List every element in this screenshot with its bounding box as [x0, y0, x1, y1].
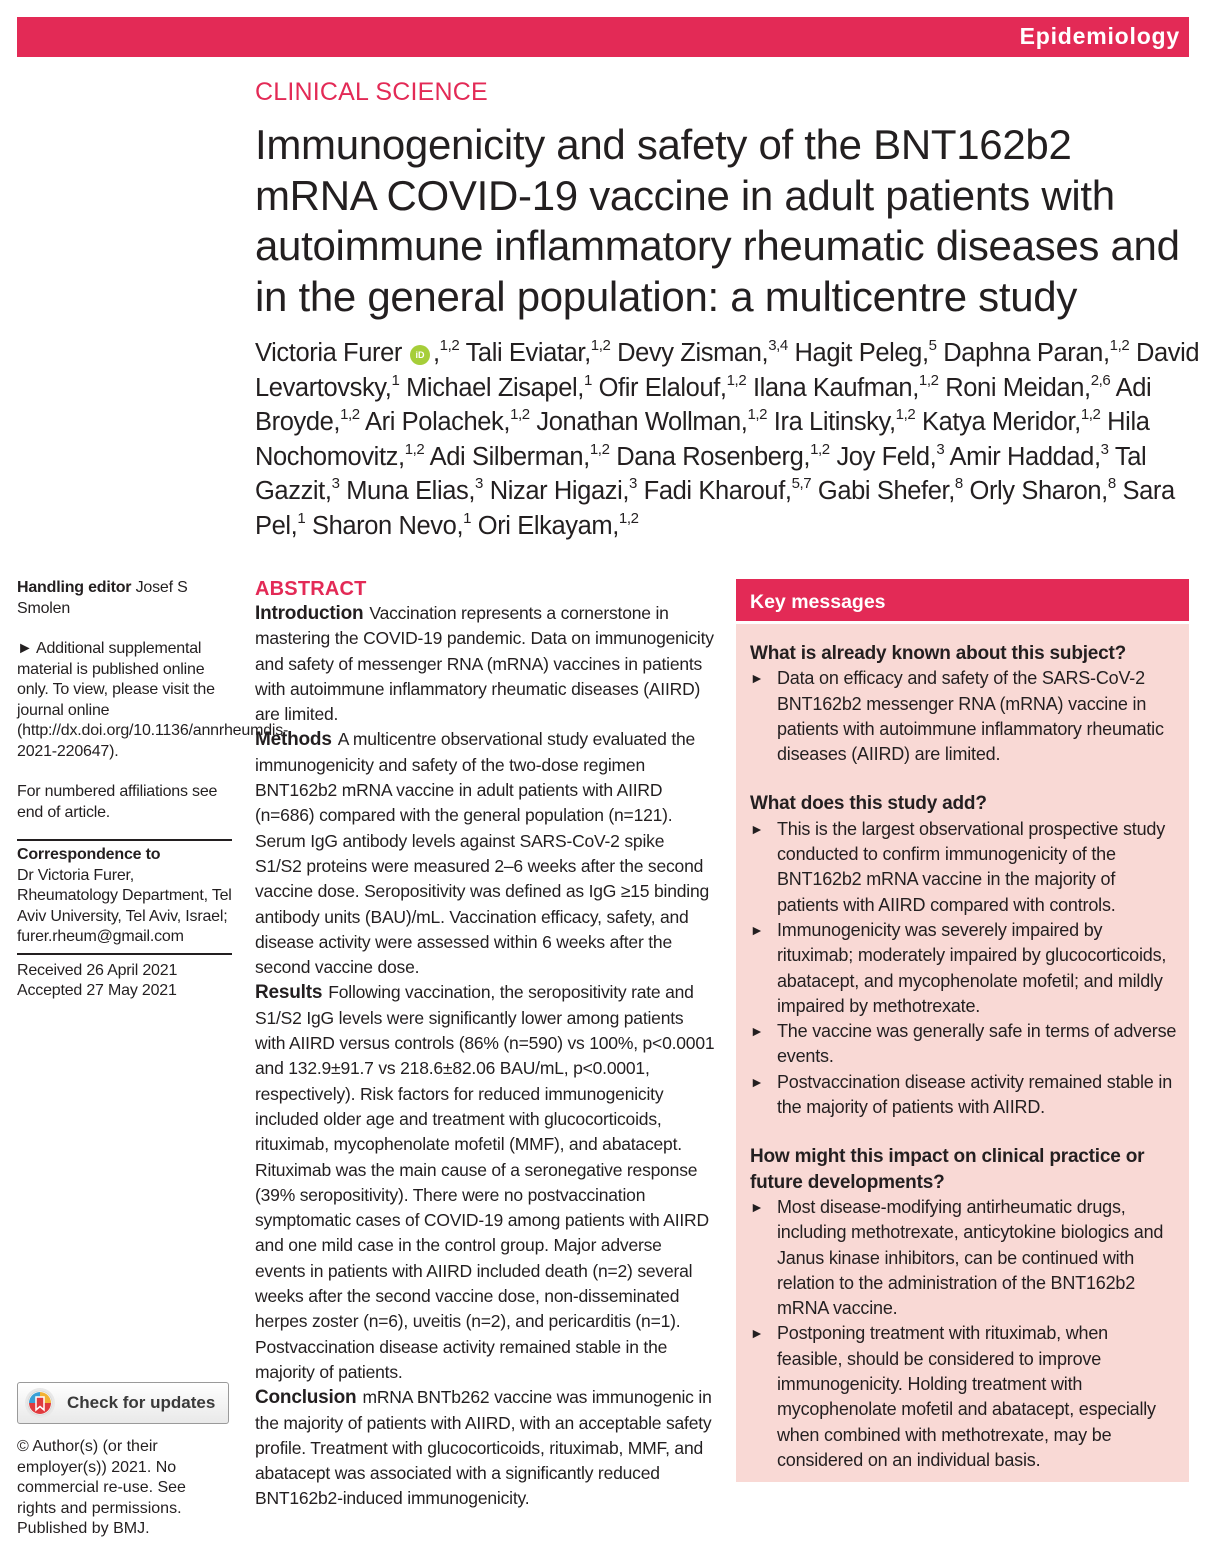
affiliations-note: For numbered affiliations see end of article.: [17, 783, 218, 821]
author-affiliation: 1,2: [618, 509, 639, 527]
author: Adi Broyde,$^{1,2}$: [255, 373, 1152, 436]
author: Ari Polachek,$^{1,2}$: [365, 406, 530, 436]
author: Sara Pel,$^1$: [255, 477, 1175, 540]
author: Sharon Nevo,$^1$: [311, 509, 472, 540]
author: Adi Silberman,$^{1,2}$: [429, 440, 610, 471]
author: Nizar Higazi,$^3$: [489, 475, 637, 505]
author-affiliation: 8: [1107, 475, 1116, 492]
journal-section-banner: [17, 17, 1189, 57]
author: Devy Zisman,$^{3,4}$: [617, 337, 788, 367]
abstract-section: [255, 1385, 715, 1511]
author: Victoria Furer iD ,$^{1,2}$: [255, 337, 460, 367]
author-name: Nizar Higazi: [489, 477, 623, 505]
received-date: Received 26 April 2021: [17, 961, 178, 979]
author-affiliation: 5,7: [791, 475, 812, 492]
author: Tali Eviatar,$^{1,2}$: [465, 337, 611, 367]
author-name: Devy Zisman: [617, 339, 762, 367]
author-affiliation: 1,2: [918, 371, 939, 389]
abstract-section-text: mRNA BNTb262 vaccine was immunogenic in the majority of patients with AIIRD, with an acceptable safety profile. Treatment with glucocorticoids, rituximab, MMF, and abatacept was associated with a significantly reduced BNT162b2-induced immunogenicity.: [255, 1387, 712, 1509]
author: Hagit Peleg,$^5$: [794, 337, 937, 367]
author: Muna Elias,$^3$: [346, 475, 483, 505]
key-messages-header: Key messages: [736, 579, 1189, 624]
author-affiliation: 8: [954, 475, 963, 492]
author-affiliation: 5: [928, 337, 937, 354]
author-name: Jonathan Wollman: [536, 408, 741, 436]
author-affiliation: 3: [331, 475, 340, 492]
author: Roni Meidan,$^{2,6}$: [945, 371, 1111, 402]
author-name: Tal Gazzit: [255, 442, 1147, 505]
author: Ofir Elalouf,$^{1,2}$: [598, 371, 747, 402]
author-name: Muna Elias: [346, 477, 469, 505]
author: Daphna Paran,$^{1,2}$: [943, 337, 1130, 367]
author-name: Joy Feld: [836, 442, 930, 471]
author-affiliation: 3: [1100, 440, 1109, 458]
author-affiliation: 1,2: [404, 440, 425, 458]
abstract-section-text: A multicentre observational study evaluated the immunogenicity and safety of the two-dose regimen BNT162b2 mRNA vaccine in adult patients with AIIRD (n=686) compared with the general population (n=121). Serum IgG antibody levels against SARS-CoV-2 spike S1/S2 proteins were measured 2–6 weeks after the second vaccine dose. Seropositivity was defined as IgG ≥15 binding antibody units (BAU)/mL. Vaccination efficacy, safety, and disease activity were assessed within 6 weeks after the second vaccine dose.: [255, 729, 710, 978]
author-affiliation: 1,2: [439, 337, 460, 354]
correspondence-text: Dr Victoria Furer, Rheumatology Department, Tel Aviv University, Tel Aviv, Israel; furer.rheum@gmail.com: [17, 866, 232, 945]
author-name: Sara Pel: [255, 477, 1175, 540]
author-name: Hagit Peleg: [794, 339, 922, 367]
author-affiliation: 1,2: [747, 406, 768, 423]
article-title: Immunogenicity and safety of the BNT162b2 mRNA COVID-19 vaccine in adult patients with autoimmune inflammatory rheumatic diseases and in the general population: a multicentre study: [255, 121, 1180, 320]
author-affiliation: 1: [583, 371, 592, 389]
author: Ori Elkayam,$^{1,2}$: [477, 509, 639, 540]
author-affiliation: 3,4: [768, 337, 788, 354]
author-name: Victoria Furer: [255, 339, 402, 367]
key-question: How might this impact on clinical practice or future developments?: [750, 1146, 1145, 1193]
abstract-section: [255, 980, 715, 1385]
author: Jonathan Wollman,$^{1,2}$: [536, 406, 768, 436]
author-name: Sharon Nevo: [311, 511, 457, 540]
author: Michael Zisapel,$^1$: [406, 371, 592, 402]
key-bullet: ► Data on efficacy and safety of the SARS-CoV-2 BNT162b2 messenger RNA (mRNA) vaccine in patients with autoimmune inflammatory rheumatic diseases (AIIRD) are limited.: [750, 666, 1177, 767]
author-name: Adi Silberman: [429, 442, 584, 471]
abstract: [255, 577, 715, 1512]
abstract-section: [255, 601, 715, 727]
orcid-icon: iD: [410, 345, 430, 365]
author-affiliation: 1,2: [810, 440, 830, 458]
author-name: Dana Rosenberg: [616, 442, 804, 471]
author-list: [255, 336, 1200, 543]
author-name: Gabi Shefer: [817, 477, 949, 505]
correspondence-label: Correspondence to: [17, 846, 161, 863]
author-name: Adi Broyde: [255, 373, 1152, 436]
author-affiliation: 1: [297, 509, 306, 527]
author-name: Katya Meridor: [922, 408, 1075, 436]
author-name: Daphna Paran: [943, 339, 1103, 367]
crossmark-icon: [25, 1388, 55, 1418]
author-affiliation: 1,2: [589, 440, 610, 458]
author-affiliation: 1,2: [340, 406, 360, 423]
author-affiliation: 1: [391, 371, 400, 389]
author-affiliation: 1,2: [726, 371, 747, 389]
key-question: What does this study add?: [750, 793, 987, 815]
handling-editor-label: Handling editor: [17, 579, 132, 596]
author-name: Fadi Kharouf: [643, 477, 785, 505]
author-affiliation: 1,2: [895, 406, 916, 423]
key-bullet: ► This is the largest observational prospective study conducted to confirm immunogenicity of the BNT162b2 mRNA vaccine in the majority of patients with AIIRD compared with controls.: [750, 817, 1177, 918]
author: Fadi Kharouf,$^{5,7}$: [643, 475, 812, 505]
author-affiliation: 1,2: [590, 337, 611, 354]
author-name: Ilana Kaufman: [752, 373, 913, 402]
accepted-date: Accepted 27 May 2021: [17, 982, 177, 999]
abstract-section: [255, 727, 715, 980]
author: Tal Gazzit,$^3$: [255, 442, 1147, 505]
author-name: Ira Litinsky: [773, 408, 889, 436]
article-sidebar: [17, 578, 289, 1002]
copyright-notice: © Author(s) (or their employer(s)) 2021. No commercial re-use. See rights and permissions. Published by BMJ.: [17, 1438, 186, 1537]
author-name: Roni Meidan: [945, 373, 1084, 402]
author-affiliation: 1,2: [1109, 337, 1130, 354]
author-name: David Levartovsky: [255, 339, 1200, 402]
author-name: Ari Polachek: [365, 408, 504, 436]
author: Amir Haddad,$^3$: [949, 440, 1109, 471]
author-name: Tali Eviatar: [465, 339, 585, 367]
author: Orly Sharon,$^8$: [969, 475, 1116, 505]
author: Gabi Shefer,$^8$: [817, 475, 963, 505]
abstract-section-heading: Results: [255, 982, 323, 1004]
key-messages-body: [736, 624, 1189, 1473]
author-name: Michael Zisapel: [406, 373, 578, 402]
abstract-section-heading: Introduction: [255, 603, 364, 624]
author: Ira Litinsky,$^{1,2}$: [773, 406, 916, 436]
article-type-label: CLINICAL SCIENCE: [255, 78, 488, 106]
author: David Levartovsky,$^1$: [255, 339, 1200, 402]
check-for-updates-label: Check for updates: [67, 1393, 216, 1412]
key-bullet: ► Postvaccination disease activity remained stable in the majority of patients with AIIRD.: [750, 1070, 1177, 1121]
author-affiliation: 3: [475, 475, 483, 492]
author-affiliation: 3: [629, 475, 637, 492]
handling-editor-name: Josef S Smolen: [17, 579, 188, 617]
author: Dana Rosenberg,$^{1,2}$: [616, 440, 830, 471]
author-name: Ofir Elalouf: [598, 373, 720, 402]
author-affiliation: 1: [463, 509, 472, 527]
author: Ilana Kaufman,$^{1,2}$: [752, 371, 939, 402]
key-messages-box: [736, 579, 1189, 1482]
abstract-section-heading: Conclusion: [255, 1387, 357, 1409]
author: Joy Feld,$^3$: [836, 440, 945, 471]
key-bullet: ► The vaccine was generally safe in terms of adverse events.: [750, 1019, 1177, 1070]
author-name: Hila Nochomovitz: [255, 408, 1150, 471]
supplemental-note: ► Additional supplemental material is published online only. To view, please visit the journal online (http://dx.doi.org/10.1136/annrheumdis-2021-220647).: [17, 640, 289, 760]
handling-editor: [17, 578, 232, 619]
author-affiliation: 1,2: [510, 406, 530, 423]
abstract-heading: ABSTRACT: [255, 578, 367, 600]
author-affiliation: 2,6: [1090, 371, 1111, 389]
author-affiliation: 3: [936, 440, 945, 458]
check-for-updates-button[interactable]: [17, 1382, 229, 1424]
correspondence-block: [17, 839, 232, 955]
author-name: Orly Sharon: [969, 477, 1102, 505]
author: Katya Meridor,$^{1,2}$: [922, 406, 1101, 436]
journal-section-label: Epidemiology: [1019, 23, 1180, 49]
key-bullet: ► Postponing treatment with rituximab, when feasible, should be considered to improve immunogenicity. Holding treatment with mycophenolate mofetil and abatacept, especially when combined with methotrexate, may be considered on an individual basis.: [750, 1321, 1177, 1473]
key-bullet: ► Immunogenicity was severely impaired by rituximab; moderately impaired by glucocorticoids, abatacept, and mycophenolate mofetil; and mildly impaired by methotrexate.: [750, 918, 1177, 1019]
abstract-section-text: Vaccination represents a cornerstone in mastering the COVID-19 pandemic. Data on immunogenicity and safety of messenger RNA (mRNA) vaccines in patients with autoimmune inflammatory rheumatic diseases (AIIRD) are limited.: [255, 603, 714, 725]
abstract-section-heading: Methods: [255, 729, 332, 751]
author-name: Amir Haddad: [949, 442, 1094, 471]
key-bullet: ► Most disease-modifying antirheumatic drugs, including methotrexate, anticytokine biologics and Janus kinase inhibitors, can be continued with relation to the administration of the BNT162b2 mRNA vaccine.: [750, 1195, 1177, 1321]
key-question: What is already known about this subject?: [750, 643, 1127, 664]
author: Hila Nochomovitz,$^{1,2}$: [255, 408, 1150, 471]
abstract-sections: [255, 601, 715, 1512]
author-name: Ori Elkayam: [477, 511, 613, 540]
abstract-section-text: Following vaccination, the seropositivity rate and S1/S2 IgG levels were significantly lower among patients with AIIRD versus controls (86% (n=590) vs 100%, p<0.0001 and 132.9±91.7 vs 218.6±82.06 BAU/mL, p<0.0001, respectively). Risk factors for reduced immunogenicity included older age and treatment with glucocorticoids, rituximab, mycophenolate mofetil (MMF), and abatacept. Rituximab was the main cause of a seronegative response (39% seropositivity). There were no postvaccination symptomatic cases of COVID-19 among patients with AIIRD and one mild case in the control group. Major adverse events in patients with AIIRD included death (n=2) several weeks after the second vaccine dose, non-disseminated herpes zoster (n=6), uveitis (n=2), and pericarditis (n=1). Postvaccination disease activity remained stable in the majority of patients.: [255, 982, 715, 1382]
author-affiliation: 1,2: [1080, 406, 1101, 423]
